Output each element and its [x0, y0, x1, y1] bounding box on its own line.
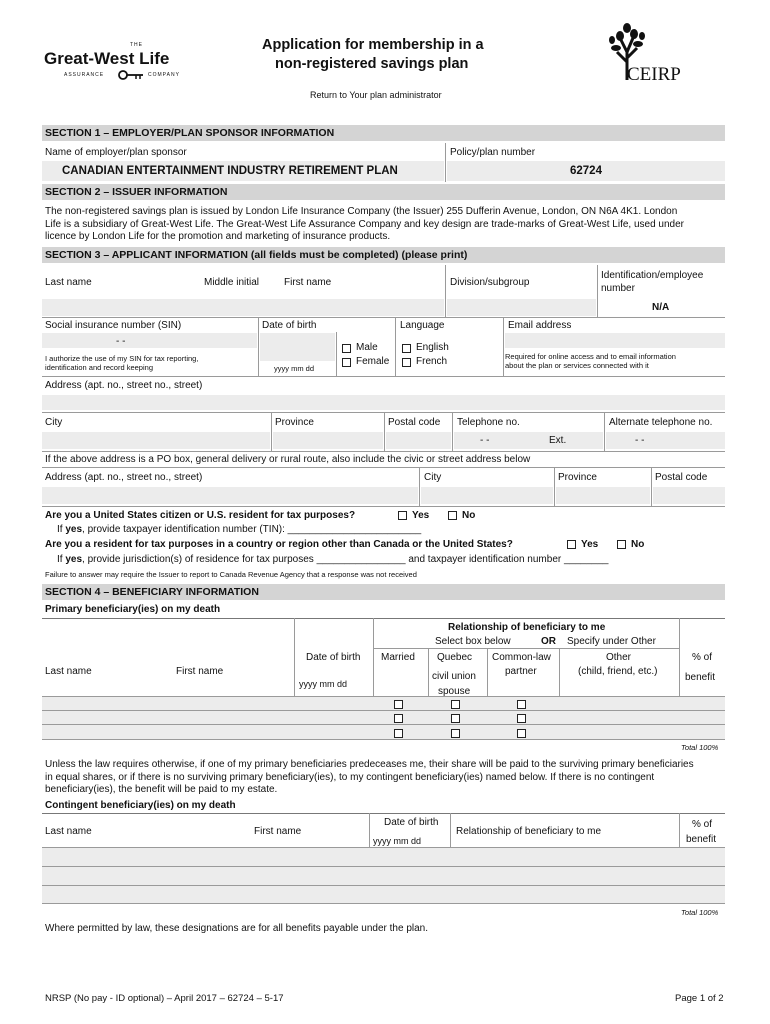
dob-label: Date of birth	[262, 320, 317, 331]
row1-married-checkbox[interactable]	[394, 700, 403, 709]
city-label: City	[45, 417, 63, 428]
ident-label-1: Identification/employee	[601, 270, 704, 281]
quebec-header-2: civil union	[432, 671, 476, 682]
section1-header: SECTION 1 – EMPLOYER/PLAN SPONSOR INFORMATION	[42, 125, 725, 141]
ident-value: N/A	[652, 302, 670, 313]
french-label: French	[416, 356, 448, 367]
city2-label: City	[424, 472, 442, 483]
row2-married-checkbox[interactable]	[394, 714, 403, 723]
footer-page-number: Page 1 of 2	[675, 993, 724, 1004]
row1-commonlaw-checkbox[interactable]	[517, 700, 526, 709]
division-field[interactable]	[447, 299, 596, 316]
policy-value: 62724	[570, 165, 602, 177]
section4-header: SECTION 4 – BENEFICIARY INFORMATION	[42, 584, 725, 600]
city-field[interactable]	[42, 432, 270, 449]
contingent-title: Contingent beneficiary(ies) on my death	[45, 800, 236, 811]
section3-header: SECTION 3 – APPLICANT INFORMATION (all fields must be completed) (please print)	[42, 247, 725, 263]
relationship-header: Relationship of beneficiary to me	[448, 622, 606, 633]
postal-field[interactable]	[386, 432, 451, 449]
resident-no-checkbox[interactable]	[617, 540, 626, 549]
ceirp-text: CEIRP	[627, 64, 681, 85]
applicant-name-field[interactable]	[42, 299, 444, 316]
address-label: Address (apt. no., street no., street)	[45, 380, 203, 391]
po-box-note: If the above address is a PO box, general delivery or rural route, also include the civic or street address below	[45, 454, 531, 465]
policy-label: Policy/plan number	[450, 147, 536, 158]
sin-auth-1: I authorize the use of my SIN for tax reporting,	[45, 354, 199, 363]
phone-dashes: - -	[480, 435, 490, 446]
predecease-line2: in equal shares, or if there is no surviving primary beneficiary(ies), to my contingent beneficiary(ies) named below. If there is no contingent	[45, 771, 655, 783]
other-header-2: (child, friend, etc.)	[578, 666, 658, 677]
contingent-dob-format: yyyy mm dd	[373, 836, 422, 846]
resident-question: Are you a resident for tax purposes in a country or region other than Canada or the United States?	[45, 539, 513, 550]
province-label: Province	[275, 417, 314, 428]
quebec-header-1: Quebec	[437, 652, 473, 663]
ceirp-logo	[603, 22, 683, 92]
form-title-line2: non-registered savings plan	[275, 56, 469, 72]
select-box-text: Select box below	[435, 636, 511, 647]
issuer-line2: Life is a subsidiary of Great-West Life. The Great-West Life Assurance Company and key design are trade-marks of Great-West Life, used under	[45, 218, 685, 230]
key-icon	[118, 69, 144, 81]
primary-first-name-header: First name	[176, 666, 224, 677]
french-checkbox[interactable]	[402, 358, 411, 367]
english-label: English	[416, 342, 449, 353]
middle-initial-label: Middle initial	[204, 277, 260, 288]
sin-label: Social insurance number (SIN)	[45, 320, 182, 331]
other-header-1: Other	[606, 652, 632, 663]
return-to-text: Return to Your plan administrator	[310, 90, 442, 100]
email-field[interactable]	[505, 333, 725, 348]
us-yes-label: Yes	[412, 510, 430, 521]
common-law-header-1: Common-law	[492, 652, 551, 663]
row1-quebec-checkbox[interactable]	[451, 700, 460, 709]
row3-commonlaw-checkbox[interactable]	[517, 729, 526, 738]
row2-quebec-checkbox[interactable]	[451, 714, 460, 723]
specify-other-text: Specify under Other	[567, 636, 656, 647]
female-checkbox[interactable]	[342, 358, 351, 367]
female-label: Female	[356, 356, 390, 367]
predecease-line3: beneficiary(ies), the benefit will be paid to my estate.	[45, 784, 278, 795]
dob-format: yyyy mm dd	[274, 364, 315, 373]
tin-line: If yes, provide taxpayer identification number (TIN): ________________________	[57, 524, 422, 535]
phone-label: Telephone no.	[457, 417, 520, 428]
form-title-line1: Application for membership in a	[262, 37, 484, 53]
logo-top-text: THE	[130, 42, 143, 48]
first-name-label: First name	[284, 277, 332, 288]
logo-sub-right: COMPANY	[148, 72, 180, 78]
contingent-total: Total 100%	[681, 908, 719, 917]
contingent-pct-1: % of	[692, 819, 713, 830]
postal2-field[interactable]	[653, 487, 725, 504]
us-yes-checkbox[interactable]	[398, 511, 407, 520]
quebec-header-3: spouse	[438, 686, 471, 697]
sponsor-label: Name of employer/plan sponsor	[45, 147, 187, 158]
dob-field[interactable]	[260, 333, 335, 361]
issuer-line3: licence by London Life for the promotion and marketing of insurance products.	[45, 231, 391, 242]
row3-quebec-checkbox[interactable]	[451, 729, 460, 738]
ext-label: Ext.	[549, 435, 567, 446]
postal2-label: Postal code	[655, 472, 708, 483]
male-checkbox[interactable]	[342, 344, 351, 353]
common-law-header-2: partner	[505, 666, 537, 677]
ident-label-2: number	[601, 283, 635, 294]
pct-header-1: % of	[692, 652, 713, 663]
province2-field[interactable]	[556, 487, 650, 504]
logo-sub-left: ASSURANCE	[64, 72, 105, 78]
alt-phone-label: Alternate telephone no.	[609, 417, 713, 428]
language-label: Language	[400, 320, 445, 331]
primary-dob-format: yyyy mm dd	[299, 679, 348, 689]
sponsor-value: CANADIAN ENTERTAINMENT INDUSTRY RETIREMENT PLAN	[62, 165, 398, 177]
address-field[interactable]	[42, 395, 725, 410]
failure-note: Failure to answer may require the Issuer to report to Canada Revenue Agency that a response was not received	[45, 570, 417, 579]
primary-title: Primary beneficiary(ies) on my death	[45, 604, 221, 615]
resident-no-label: No	[631, 539, 645, 550]
issuer-line1: The non-registered savings plan is issued by London Life Insurance Company (the Issuer) 255 Dufferin Avenue, London, ON N6A 4K1. London	[45, 206, 678, 217]
province-field[interactable]	[273, 432, 383, 449]
or-text: OR	[541, 636, 556, 647]
phone-field[interactable]	[454, 432, 603, 449]
great-west-life-logo	[42, 42, 232, 92]
email-note-2: about the plan or services connected with it	[505, 361, 649, 370]
address2-field[interactable]	[42, 487, 418, 504]
resident-yes-label: Yes	[581, 539, 599, 550]
primary-total: Total 100%	[681, 743, 719, 752]
us-no-label: No	[462, 510, 476, 521]
contingent-last-name-header: Last name	[45, 826, 92, 837]
contingent-pct-2: benefit	[686, 834, 717, 845]
pct-header-2: benefit	[685, 672, 716, 683]
contingent-relationship-header: Relationship of beneficiary to me	[456, 826, 602, 837]
city2-field[interactable]	[421, 487, 553, 504]
us-question: Are you a United States citizen or U.S. resident for tax purposes?	[45, 510, 356, 521]
alt-phone-dashes: - -	[635, 435, 645, 446]
division-label: Division/subgroup	[450, 277, 530, 288]
postal-label: Postal code	[388, 417, 441, 428]
primary-dob-header: Date of birth	[306, 652, 361, 663]
address2-label: Address (apt. no., street no., street)	[45, 472, 203, 483]
contingent-first-name-header: First name	[254, 826, 302, 837]
primary-last-name-header: Last name	[45, 666, 92, 677]
us-no-checkbox[interactable]	[448, 511, 457, 520]
row2-commonlaw-checkbox[interactable]	[517, 714, 526, 723]
logo-main-text: Great-West Life	[44, 49, 170, 68]
row3-married-checkbox[interactable]	[394, 729, 403, 738]
where-permitted-text: Where permitted by law, these designations are for all benefits payable under the plan.	[45, 923, 429, 934]
section2-header: SECTION 2 – ISSUER INFORMATION	[42, 184, 725, 200]
resident-yes-checkbox[interactable]	[567, 540, 576, 549]
last-name-label: Last name	[45, 277, 92, 288]
email-note-1: Required for online access and to email information	[505, 352, 676, 361]
english-checkbox[interactable]	[402, 344, 411, 353]
province2-label: Province	[558, 472, 597, 483]
male-label: Male	[356, 342, 378, 353]
footer-form-code: NRSP (No pay - ID optional) – April 2017 – 62724 – 5-17	[45, 993, 284, 1004]
email-label: Email address	[508, 320, 572, 331]
sin-field[interactable]	[42, 333, 257, 348]
sin-auth-2: identification and record keeping	[45, 363, 153, 372]
married-header: Married	[381, 652, 415, 663]
sin-dashes: - -	[116, 336, 126, 347]
alt-phone-field[interactable]	[606, 432, 725, 449]
jurisdiction-line: If yes, provide jurisdiction(s) of residence for tax purposes ________________ and taxpayer identification number ________	[57, 554, 609, 565]
predecease-line1: Unless the law requires otherwise, if one of my primary beneficiaries predeceases me, their share will be paid to the surviving primary beneficiaries	[45, 759, 694, 770]
contingent-dob-header: Date of birth	[384, 817, 439, 828]
